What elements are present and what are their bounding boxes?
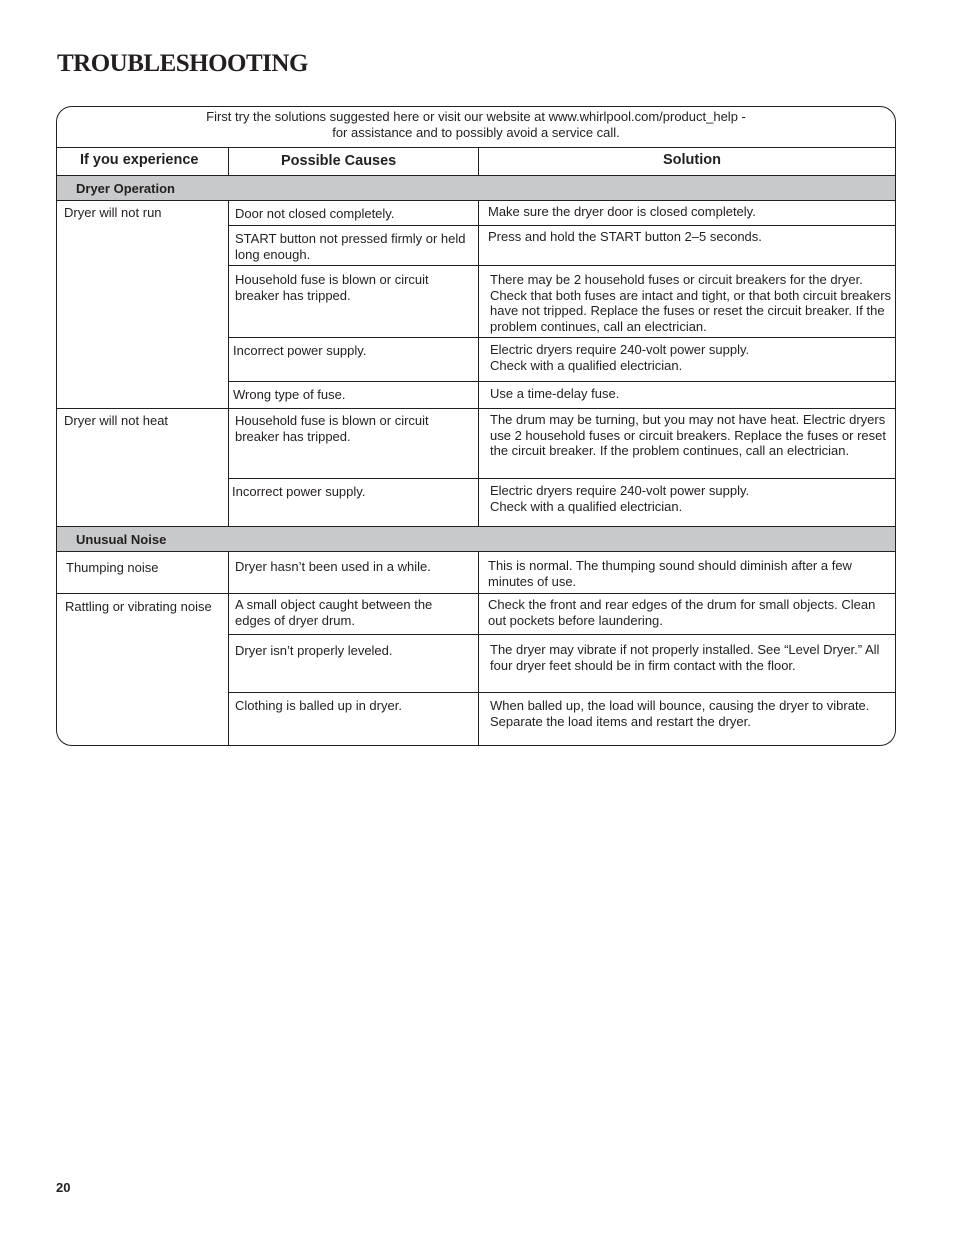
solution-cell: The drum may be turning, but you may not have heat. Electric dryers use 2 household fuses or circuit breakers. Replace the fuses or reset the circuit breaker. If the problem continues, call an electrician. [490, 412, 886, 459]
divider [228, 478, 895, 479]
divider [57, 408, 895, 409]
troubleshooting-table [56, 106, 896, 746]
solution-cell: Press and hold the START button 2–5 seconds. [488, 229, 762, 244]
solution-cell: This is normal. The thumping sound should diminish after a few minutes of use. [488, 558, 852, 589]
cause-cell: Door not closed completely. [235, 206, 395, 221]
header-experience: If you experience [80, 152, 199, 168]
cause-cell: Dryer hasn’t been used in a while. [235, 559, 431, 574]
section-band-dryer-operation [57, 175, 895, 201]
divider [478, 147, 479, 175]
solution-cell: Use a time-delay fuse. [490, 386, 620, 401]
cause-cell: A small object caught between the edges of dryer drum. [235, 597, 433, 628]
divider [57, 147, 895, 148]
header-solution: Solution [663, 152, 721, 168]
divider [228, 692, 895, 693]
solution-cell: There may be 2 household fuses or circuit breakers for the dryer. Check that both fuses are intact and tight, or that both circuit breakers have not tripped. Replace the fuses or reset the circuit breaker. If the problem continues, call an electrician. [490, 272, 892, 334]
experience-thumping-noise: Thumping noise [66, 560, 159, 575]
intro-note [57, 107, 895, 147]
experience-rattling-or-vibrating-noise: Rattling or vibrating noise [65, 599, 212, 614]
header-causes: Possible Causes [281, 153, 397, 169]
experience-dryer-will-not-heat: Dryer will not heat [64, 413, 169, 428]
intro-line-1: First try the solutions suggested here or visit our website at www.whirlpool.com/product_help - [206, 109, 746, 124]
solution-cell: Electric dryers require 240-volt power supply. Check with a qualified electrician. [490, 483, 750, 514]
section-band-unusual-noise [57, 526, 895, 552]
solution-cell: When balled up, the load will bounce, causing the dryer to vibrate. Separate the load items and restart the dryer. [490, 698, 870, 729]
page-number: 20 [56, 1180, 71, 1195]
cause-cell: Incorrect power supply. [232, 484, 366, 499]
cause-cell: Incorrect power supply. [233, 343, 367, 358]
divider [228, 225, 895, 226]
cause-cell: START button not pressed firmly or held long enough. [235, 231, 466, 262]
page-title: TROUBLESHOOTING [57, 50, 308, 77]
cause-cell: Household fuse is blown or circuit breaker has tripped. [235, 413, 429, 444]
intro-line-2: for assistance and to possibly avoid a service call. [332, 125, 620, 140]
section-label: Dryer Operation [76, 181, 175, 196]
cause-cell: Clothing is balled up in dryer. [235, 698, 402, 713]
solution-cell: The dryer may vibrate if not properly installed. See “Level Dryer.” All four dryer feet should be in firm contact with the floor. [490, 642, 880, 673]
divider [57, 593, 895, 594]
divider [228, 147, 229, 175]
divider [228, 337, 895, 338]
experience-dryer-will-not-run: Dryer will not run [64, 205, 162, 220]
divider [228, 265, 895, 266]
cause-cell: Wrong type of fuse. [233, 387, 346, 402]
divider [228, 552, 229, 745]
divider [228, 634, 895, 635]
cause-cell: Dryer isn’t properly leveled. [235, 643, 393, 658]
divider [228, 381, 895, 382]
solution-cell: Make sure the dryer door is closed completely. [488, 204, 756, 219]
section-label: Unusual Noise [76, 532, 167, 547]
solution-cell: Check the front and rear edges of the drum for small objects. Clean out pockets before laundering. [488, 597, 876, 628]
solution-cell: Electric dryers require 240-volt power supply. Check with a qualified electrician. [490, 342, 750, 373]
cause-cell: Household fuse is blown or circuit breaker has tripped. [235, 272, 429, 303]
divider [478, 552, 479, 745]
